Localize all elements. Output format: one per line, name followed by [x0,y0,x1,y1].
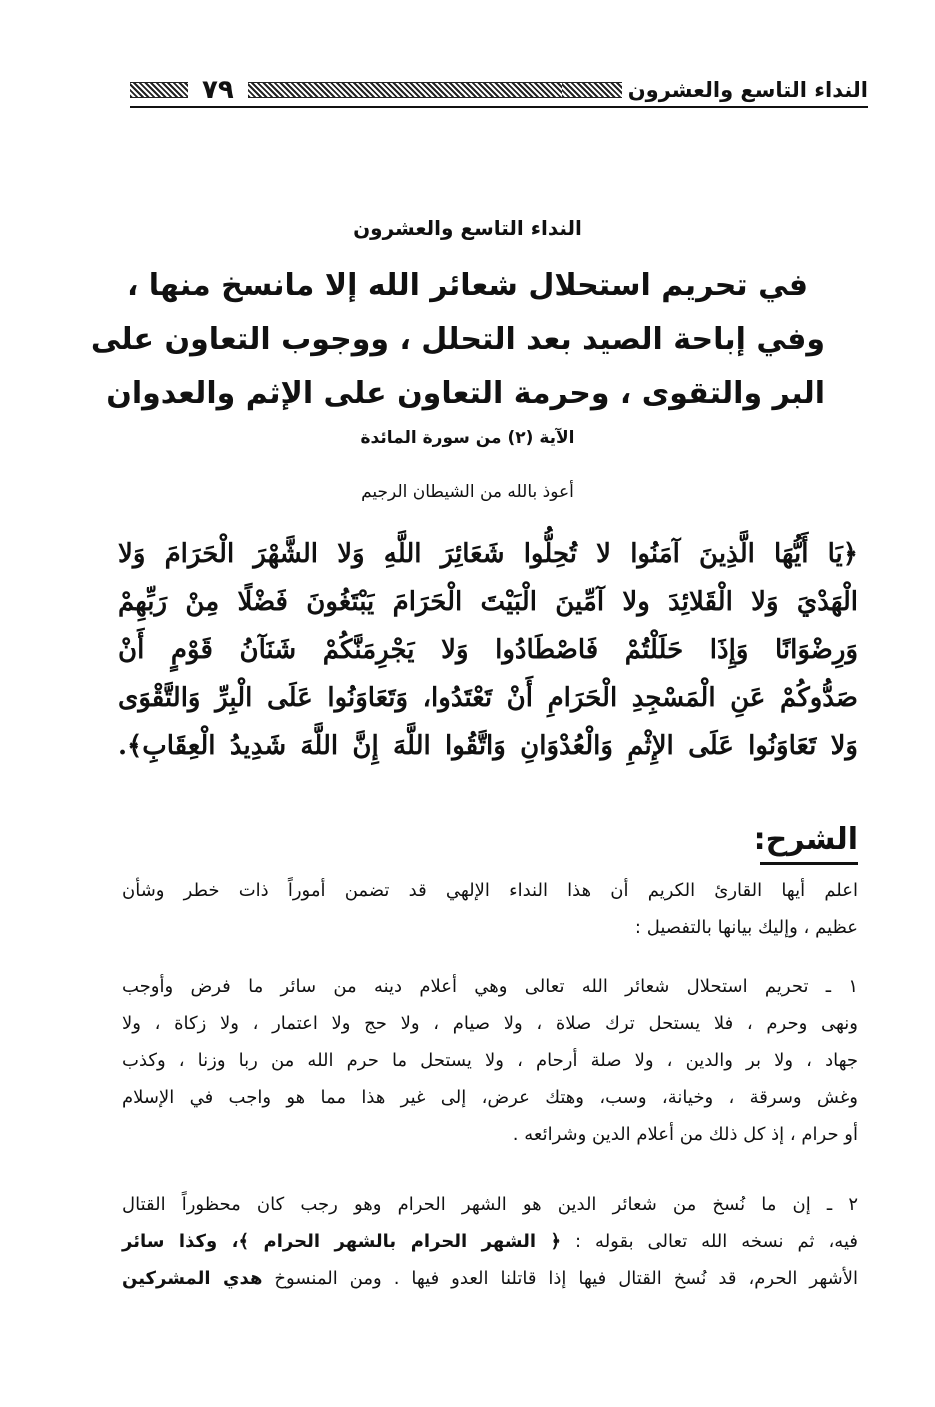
running-header-title: النداء التاسع والعشرون [627,78,868,102]
chapter-title-line: وفي إباحة الصيد بعد التحلل ، ووجوب التعاون على [90,322,825,357]
verse-reference: الآية (٢) من سورة المائدة [360,428,575,448]
commentary-point-1 [122,968,858,1153]
text-run: هدي المشركين [122,1268,263,1289]
paragraph-line: جهاد ، ولا بر والدين ، ولا صلة أرحام ، ولا يستحل ما حرم الله من ربا وزنا ، وكذب [122,1050,858,1071]
paragraph-line: ٢ ـ إن ما نُسخ من شعائر الدين هو الشهر الحرام وهو رجب كان محظوراً القتال [122,1194,858,1215]
verse-line: الْهَدْيَ وَلا الْقَلائِدَ ولا آمِّينَ الْبَيْتَ الْحَرَامَ يَبْتَغُونَ فَضْلًا مِنْ رَبِّهِمْ [118,587,858,617]
chapter-title-line: البر والتقوى ، وحرمة التعاون على الإثم والعدوان [106,376,825,411]
paragraph-line [122,1223,858,1260]
isti-adha: أعوذ بالله من الشيطان الرجيم [361,482,574,502]
commentary-heading: الشرح: [753,822,858,857]
text-run: فيه، ثم نسخه الله تعالى بقوله : [575,1231,858,1252]
chapter-title-line: في تحريم استحلال شعائر الله إلا مانسخ منها ، [126,268,809,303]
header-rule [130,106,868,108]
text-run: الأشهر الحرم، قد نُسخ القتال فيها إذا قاتلنا العدو فيها . ومن المنسوخ [274,1268,858,1289]
page-number: ٧٩ [202,75,234,105]
quoted-verse: ﴿ الشهر الحرام بالشهر الحرام ﴾ [238,1231,562,1252]
paragraph-line: ونهى وحرم ، فلا يستحل ترك صلاة ، ولا صيام ، ولا حج ولا اعتمار ، ولا زكاة ، ولا [122,1013,858,1034]
heading-underline [760,862,858,865]
header-ornament [130,82,188,98]
paragraph-line [122,1260,858,1297]
paragraph-line: ١ ـ تحريم استحلال شعائر الله تعالى وهي أعلام دينه من سائر ما فرض وأوجب [122,976,858,997]
paragraph-line: أو حرام ، إذ كل ذلك من أعلام الدين وشرائعه . [512,1124,858,1145]
verse-line: وَرِضْوَانًا وَإِذَا حَلَلْتُمْ فَاصْطَادُوا وَلا يَجْرِمَنَّكُمْ شَنَآنُ قَوْمٍ أَنْ [118,635,858,665]
chapter-label: النداء التاسع والعشرون [353,216,582,240]
verse-line: ﴿يَا أَيُّهَا الَّذِينَ آمَنُوا لا تُحِلُّوا شَعَائِرَ اللَّهِ وَلا الشَّهْرَ الْحَرَامَ وَلا [118,539,858,569]
quran-verse [118,530,858,770]
header-ornament [562,82,622,98]
paragraph-line: اعلم أيها القارئ الكريم أن هذا النداء الإلهي قد تضمن أموراً ذات خطر وشأن [122,880,858,901]
commentary-point-2 [122,1186,858,1297]
paragraph-line: عظيم ، وإليك بيانها بالتفصيل : [634,917,858,938]
paragraph-line: وغش وسرقة ، وخيانة، وسب، وهتك عرض، إلى غير هذا مما هو واجب في الإسلام [122,1087,858,1108]
commentary-intro [122,872,858,946]
text-run: ، وكذا سائر [122,1231,239,1252]
verse-line: وَلا تَعَاوَنُوا عَلَى الإِثْمِ وَالْعُدْوَانِ وَاتَّقُوا اللَّهَ إِنَّ اللَّهَ شَدِيدُ الْعِقَابِ﴾. [118,731,858,761]
verse-line: صَدُّوكُمْ عَنِ الْمَسْجِدِ الْحَرَامِ أَنْ تَعْتَدُوا، وَتَعَاوَنُوا عَلَى الْبِرِّ وَالتَّقْوَى [118,683,858,713]
header-ornament [248,82,562,98]
running-header [130,70,868,110]
